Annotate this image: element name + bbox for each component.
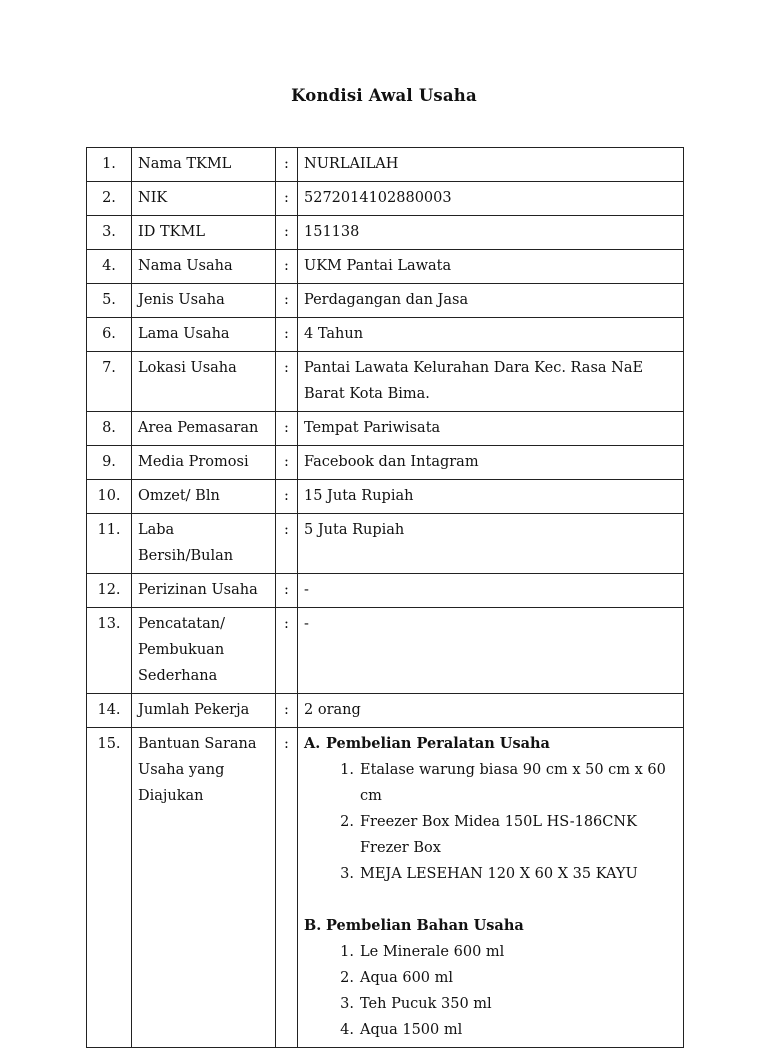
row-value: 151138 bbox=[298, 216, 684, 250]
table-row bbox=[87, 318, 684, 352]
table-row bbox=[87, 446, 684, 480]
table-row bbox=[87, 694, 684, 728]
equipment-section-heading bbox=[304, 731, 677, 757]
row-colon: : bbox=[276, 284, 298, 318]
row-value: - bbox=[298, 574, 684, 608]
table-row bbox=[87, 250, 684, 284]
row-value: 5 Juta Rupiah bbox=[298, 514, 684, 574]
list-item-number: 1. bbox=[340, 944, 354, 960]
business-condition-table bbox=[86, 147, 684, 1048]
list-item-text: MEJA LESEHAN 120 X 60 X 35 KAYU bbox=[360, 866, 638, 882]
section-heading-text: Pembelian Peralatan Usaha bbox=[326, 735, 550, 752]
list-item-text: Le Minerale 600 ml bbox=[360, 944, 505, 960]
list-item-text: Etalase warung biasa 90 cm x 50 cm x 60 cm bbox=[360, 762, 666, 804]
list-item bbox=[304, 991, 677, 1017]
row-value: 2 orang bbox=[298, 694, 684, 728]
row-colon: : bbox=[276, 480, 298, 514]
list-item-number: 1. bbox=[340, 762, 354, 778]
table-row bbox=[87, 480, 684, 514]
row-number: 10. bbox=[87, 480, 132, 514]
row-number: 12. bbox=[87, 574, 132, 608]
row-value: Tempat Pariwisata bbox=[298, 412, 684, 446]
row-number: 15. bbox=[87, 728, 132, 1048]
table-row bbox=[87, 182, 684, 216]
list-item bbox=[304, 809, 677, 861]
row-colon: : bbox=[276, 352, 298, 412]
row-value: - bbox=[298, 608, 684, 694]
row-label: Omzet/ Bln bbox=[132, 480, 276, 514]
row-colon: : bbox=[276, 574, 298, 608]
row-number: 11. bbox=[87, 514, 132, 574]
row-number: 13. bbox=[87, 608, 132, 694]
row-colon: : bbox=[276, 318, 298, 352]
row-value: NURLAILAH bbox=[298, 148, 684, 182]
row-number: 4. bbox=[87, 250, 132, 284]
list-item-text: Aqua 600 ml bbox=[360, 970, 454, 986]
list-item bbox=[304, 965, 677, 991]
row-number: 14. bbox=[87, 694, 132, 728]
table-row bbox=[87, 352, 684, 412]
row-label: NIK bbox=[132, 182, 276, 216]
row-colon: : bbox=[276, 728, 298, 1048]
section-heading-text: Pembelian Bahan Usaha bbox=[326, 917, 524, 934]
row-colon: : bbox=[276, 216, 298, 250]
row-label: Nama TKML bbox=[132, 148, 276, 182]
row-value: 4 Tahun bbox=[298, 318, 684, 352]
row-label: Bantuan Sarana Usaha yang Diajukan bbox=[132, 728, 276, 1048]
table-row bbox=[87, 216, 684, 250]
section-letter: B. bbox=[304, 917, 322, 934]
row-colon: : bbox=[276, 148, 298, 182]
list-item bbox=[304, 939, 677, 965]
row-number: 2. bbox=[87, 182, 132, 216]
table-row bbox=[87, 514, 684, 574]
table-row bbox=[87, 284, 684, 318]
row-label: Jenis Usaha bbox=[132, 284, 276, 318]
row-number: 3. bbox=[87, 216, 132, 250]
row-label: Nama Usaha bbox=[132, 250, 276, 284]
row-number: 6. bbox=[87, 318, 132, 352]
list-item bbox=[304, 861, 677, 887]
row-value bbox=[298, 728, 684, 1048]
list-item-number: 4. bbox=[340, 1022, 354, 1038]
list-item-number: 3. bbox=[340, 996, 354, 1012]
row-colon: : bbox=[276, 250, 298, 284]
row-colon: : bbox=[276, 182, 298, 216]
section-letter: A. bbox=[304, 735, 321, 752]
section-spacer bbox=[304, 887, 677, 913]
row-number: 7. bbox=[87, 352, 132, 412]
row-label: Jumlah Pekerja bbox=[132, 694, 276, 728]
materials-section-heading bbox=[304, 913, 677, 939]
list-item-number: 3. bbox=[340, 866, 354, 882]
row-label: Lokasi Usaha bbox=[132, 352, 276, 412]
row-label: ID TKML bbox=[132, 216, 276, 250]
row-colon: : bbox=[276, 514, 298, 574]
list-item-text: Freezer Box Midea 150L HS-186CNK Frezer Box bbox=[360, 814, 637, 856]
equipment-list bbox=[304, 757, 677, 887]
row-value: UKM Pantai Lawata bbox=[298, 250, 684, 284]
row-value: 5272014102880003 bbox=[298, 182, 684, 216]
row-value: Facebook dan Intagram bbox=[298, 446, 684, 480]
list-item-number: 2. bbox=[340, 970, 354, 986]
row-colon: : bbox=[276, 446, 298, 480]
materials-list bbox=[304, 939, 677, 1043]
row-number: 9. bbox=[87, 446, 132, 480]
row-label: Perizinan Usaha bbox=[132, 574, 276, 608]
row-label: Laba Bersih/Bulan bbox=[132, 514, 276, 574]
table-row bbox=[87, 412, 684, 446]
row-label: Lama Usaha bbox=[132, 318, 276, 352]
table-row bbox=[87, 574, 684, 608]
document-title: Kondisi Awal Usaha bbox=[291, 86, 477, 105]
table-row bbox=[87, 148, 684, 182]
row-value: 15 Juta Rupiah bbox=[298, 480, 684, 514]
table-row bbox=[87, 728, 684, 1048]
list-item bbox=[304, 1017, 677, 1043]
row-number: 8. bbox=[87, 412, 132, 446]
row-value: Perdagangan dan Jasa bbox=[298, 284, 684, 318]
list-item-text: Aqua 1500 ml bbox=[360, 1022, 463, 1038]
list-item-text: Teh Pucuk 350 ml bbox=[360, 996, 492, 1012]
list-item-number: 2. bbox=[340, 814, 354, 830]
row-number: 1. bbox=[87, 148, 132, 182]
row-colon: : bbox=[276, 412, 298, 446]
table-row bbox=[87, 608, 684, 694]
row-value: Pantai Lawata Kelurahan Dara Kec. Rasa NaE Barat Kota Bima. bbox=[298, 352, 684, 412]
list-item bbox=[304, 757, 677, 809]
row-label: Media Promosi bbox=[132, 446, 276, 480]
row-colon: : bbox=[276, 694, 298, 728]
row-colon: : bbox=[276, 608, 298, 694]
row-label: Pencatatan/ Pembukuan Sederhana bbox=[132, 608, 276, 694]
row-number: 5. bbox=[87, 284, 132, 318]
row-label: Area Pemasaran bbox=[132, 412, 276, 446]
